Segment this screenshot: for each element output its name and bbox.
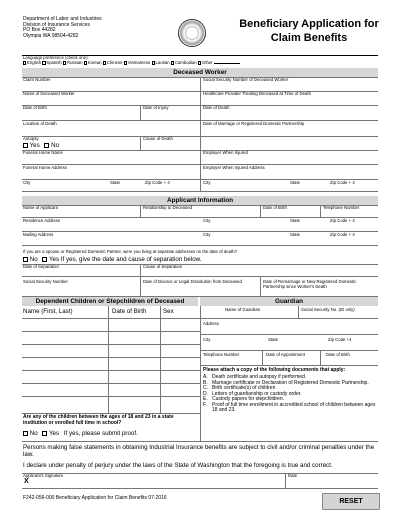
funeral-city-field[interactable]: City — [23, 180, 31, 185]
agency-line: Olympia WA 98504-4282 — [23, 32, 79, 39]
residence-address-field[interactable]: Residence Address — [23, 218, 61, 223]
remarriage-date-field[interactable]: Date of Remarriage or New Registered Domestic Partnership since Worker's Death — [263, 279, 357, 289]
section-header-children: Dependent Children or Stepchildren of Deceased — [22, 297, 198, 306]
employer-zip-field[interactable]: Zip Code + 4 — [330, 180, 355, 185]
signature-date-field[interactable] — [288, 479, 376, 487]
applicant-name-field[interactable]: Name of Applicant — [23, 205, 58, 210]
signature-date-label: Date — [288, 473, 298, 478]
cause-of-death-field[interactable]: Cause of Death — [143, 136, 173, 141]
guardian-zip-field[interactable]: Zip Code +4 — [328, 337, 352, 342]
children-proof-note: If yes, please submit proof. — [63, 430, 138, 437]
children-col-name: Name (First, Last) — [23, 308, 73, 315]
language-option-chinese[interactable]: Chinese — [103, 60, 123, 65]
language-option-vietnamese[interactable]: Vietnamese — [124, 60, 151, 65]
separation-question: If you are a spouse or Registered Domestic Partner, were you living at separate addresses on the date of death? — [23, 249, 238, 254]
guardian-address-field[interactable]: Address — [203, 321, 219, 326]
employer-state-field[interactable]: State — [290, 180, 301, 185]
funeral-zip-field[interactable]: Zip Code + 4 — [145, 180, 170, 185]
healthcare-provider-field[interactable]: Healthcare Provider Treating Deceased at Time of Death — [203, 91, 311, 96]
penalty-statement: Persons making false statements in obtaining Industrial Insurance benefits are subject to civil and/or criminal penalties under the law. — [23, 444, 375, 459]
guardian-city-field[interactable]: City — [203, 337, 211, 342]
agency-line: PO Box 44282 — [23, 27, 56, 33]
signature-mark: X — [24, 478, 29, 485]
document-item: D. Letters of guardianship or custody order. — [203, 390, 302, 397]
children-school-yes[interactable]: Yes — [42, 430, 59, 437]
language-option-english[interactable]: English — [23, 60, 41, 65]
language-option-laotian[interactable]: Laotian — [152, 60, 170, 65]
document-item: E. Custody papers for stepchildren. — [203, 396, 284, 402]
child-dob-fields[interactable] — [108, 318, 160, 413]
agency-line: Division of Insurance Services — [23, 21, 90, 28]
language-options — [23, 61, 379, 66]
separation-no[interactable]: No — [23, 256, 38, 263]
section-header-deceased: Deceased Worker — [22, 68, 378, 77]
claim-number-field[interactable]: Claim Number — [23, 77, 51, 82]
employer-city-field[interactable]: City — [203, 180, 211, 185]
location-of-death-field[interactable]: Location of Death — [23, 121, 57, 126]
guardian-ssn-field[interactable]: Social Security No. (ID only) — [301, 307, 355, 312]
divorce-date-field[interactable]: Date of Divorce or Legal Dissolution from Deceased — [143, 279, 242, 284]
document-item: C. Birth certificate(s) of children — [203, 385, 276, 391]
relationship-field[interactable]: Relationship to Deceased — [143, 205, 192, 210]
document-item: A. Death certificate and autopsy if performed. — [203, 374, 307, 380]
document-item: B. Marriage certificate or Declaration of Registered Domestic Partnership. — [203, 379, 369, 386]
date-of-death-field[interactable]: Date of Death — [203, 105, 230, 110]
children-col-sex: Sex — [163, 308, 174, 315]
documents-heading: Please attach a copy of the following documents that apply: — [203, 367, 346, 373]
guardian-dob-field[interactable]: Date of Birth — [326, 352, 350, 357]
language-option-cambodian[interactable]: Cambodian — [171, 60, 197, 65]
autopsy-no[interactable]: No — [44, 142, 59, 149]
autopsy-label: Autopsy — [23, 136, 39, 141]
language-option-other[interactable]: Other — [198, 60, 213, 65]
language-label: Language preference (check one): — [23, 55, 89, 60]
funeral-home-name-field[interactable]: Funeral Home Name — [23, 150, 63, 155]
funeral-state-field[interactable]: State — [110, 180, 121, 185]
separation-date-field[interactable]: Date of Separation — [23, 264, 59, 269]
employer-address-field[interactable]: Employer When Injured Address — [203, 165, 265, 170]
reset-button[interactable]: RESET — [322, 493, 380, 510]
applicant-ssn-field[interactable]: Social Security Number — [23, 279, 68, 284]
deceased-ssn-field[interactable]: Social Security Number of Deceased Worker — [203, 77, 289, 82]
form-title: Beneficiary Application for Claim Benefits — [239, 18, 379, 44]
agency-line: Department of Labor and Industries — [23, 16, 102, 22]
autopsy-options — [23, 142, 59, 149]
mailing-address-field[interactable]: Mailing Address — [23, 232, 54, 237]
separation-yes[interactable]: Yes — [42, 256, 59, 263]
signature-field[interactable] — [32, 478, 282, 487]
language-option-korean[interactable]: Korean — [84, 60, 102, 65]
guardian-phone-field[interactable]: Telephone Number — [203, 352, 240, 357]
section-header-guardian: Guardian — [200, 297, 378, 306]
funeral-home-address-field[interactable]: Funeral Home Address — [23, 165, 67, 170]
children-col-dob: Date of Birth — [112, 308, 147, 315]
deceased-name-field[interactable]: Name of Deceased Worker — [23, 91, 75, 96]
signature-label: Applicant's Signature — [23, 473, 64, 478]
residence-zip-field[interactable]: Zip Code + 4 — [330, 218, 355, 223]
residence-state-field[interactable]: State — [290, 218, 301, 223]
language-option-spanish[interactable]: Spanish — [42, 60, 62, 65]
document-item: F. Proof of full time enrollment in accredited school of children between ages 18 and 23. — [203, 401, 376, 413]
documents-list — [203, 375, 377, 414]
child-sex-fields[interactable] — [160, 318, 200, 413]
separation-cause-field[interactable]: Cause of Separation — [143, 264, 183, 269]
agency-address — [23, 17, 143, 39]
autopsy-yes[interactable]: Yes — [23, 142, 40, 149]
language-other-field[interactable] — [214, 63, 240, 64]
mailing-city-field[interactable]: City — [203, 232, 211, 237]
section-header-applicant: Applicant Information — [22, 196, 378, 205]
separation-options — [23, 256, 202, 263]
language-option-russian[interactable]: Russian — [63, 60, 83, 65]
separation-instruction: If yes, give the date and cause of separation below. — [60, 256, 202, 263]
residence-city-field[interactable]: City — [203, 218, 211, 223]
date-of-marriage-field[interactable]: Date of Marriage or Registered Domestic Partnership — [203, 121, 305, 126]
deceased-dob-field[interactable]: Date of Birth — [23, 105, 47, 110]
children-school-question: Are any of the children between the ages of 18 and 23 in a state institution or enrolled full time in school? — [23, 414, 174, 426]
child-name-fields[interactable] — [22, 318, 108, 413]
guardian-state-field[interactable]: State — [268, 337, 279, 342]
children-school-no[interactable]: No — [23, 430, 38, 437]
applicant-phone-field[interactable]: Telephone Number — [323, 205, 360, 210]
mailing-state-field[interactable]: State — [290, 232, 301, 237]
date-of-injury-field[interactable]: Date of Injury — [143, 105, 169, 110]
guardian-appointment-field[interactable]: Date of Appointment — [266, 352, 305, 357]
form-id: F242-056-000 Beneficiary Application for Claim Benefits 07-2016 — [23, 495, 167, 501]
state-seal-icon — [178, 19, 206, 47]
children-school-options — [23, 430, 138, 437]
mailing-zip-field[interactable]: Zip Code + 4 — [330, 232, 355, 237]
perjury-declaration: I declare under penalty of perjury under the laws of the State of Washington that the foregoing is true and correct. — [23, 462, 333, 469]
guardian-name-field[interactable]: Name of Guardian — [225, 307, 261, 312]
employer-when-injured-field[interactable]: Employer When Injured — [203, 150, 248, 155]
applicant-dob-field[interactable]: Date of Birth — [263, 205, 287, 210]
